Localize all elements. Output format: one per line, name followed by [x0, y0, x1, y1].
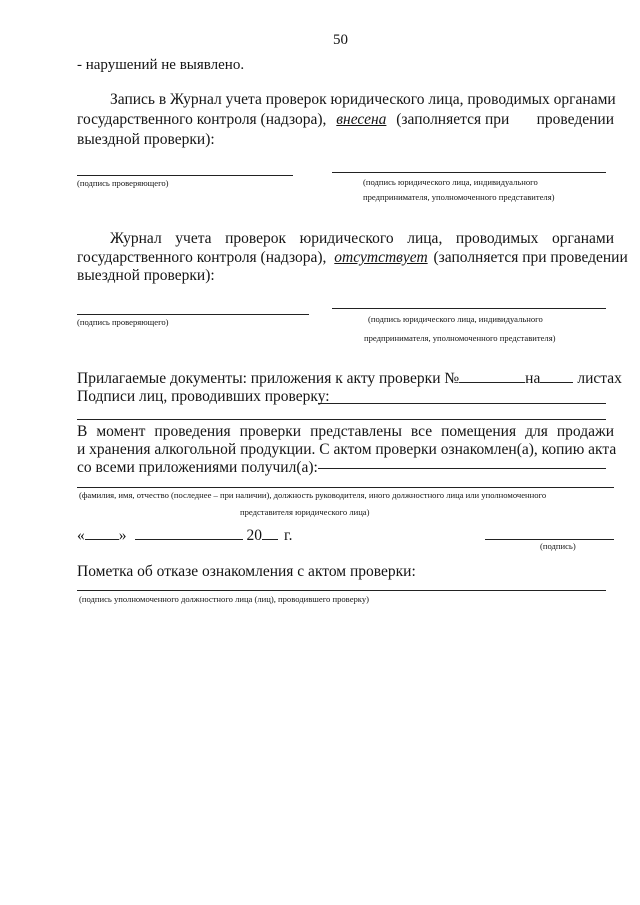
date-day-blank	[85, 527, 119, 540]
journal-absent-line2-a: государственного контроля (надзора),	[77, 249, 327, 266]
journal-absent-line2	[77, 249, 628, 267]
attachments-sheets: листах	[577, 370, 622, 387]
sig1-entity-label-1: (подпись юридического лица, индивидуального	[363, 177, 538, 187]
sig1-entity-line	[332, 172, 606, 173]
journal-present-line2	[77, 111, 614, 129]
attachments-on: на	[525, 370, 541, 387]
date-year-blank	[262, 527, 278, 540]
journal-absent-line2-b: (заполняется при проведении	[433, 249, 628, 266]
date-month-blank	[135, 527, 243, 540]
inspectors-signatures-line-2	[77, 419, 606, 420]
sig1-entity-label-2: предпринимателя, уполномоченного представителя)	[363, 192, 555, 202]
refusal-label: (подпись уполномоченного должностного лица (лиц), проводившего проверку)	[79, 594, 370, 604]
sig2-inspector-label: (подпись проверяющего)	[77, 317, 169, 327]
date-year-prefix: 20	[246, 527, 262, 544]
attachments-text: Прилагаемые документы: приложения к акту проверки №	[77, 370, 460, 387]
journal-present-line2-a: государственного контроля (надзора),	[77, 111, 327, 128]
journal-present-line2-b: (заполняется при	[396, 111, 510, 128]
moment-line1	[77, 423, 614, 441]
attachments-number-blank	[459, 370, 525, 383]
date-close-quote: »	[118, 527, 127, 544]
refusal-line	[77, 590, 606, 591]
journal-absent-status: отсутствует	[334, 249, 428, 266]
fio-label-1: (фамилия, имя, отчество (последнее – при наличии), должность руководителя, иного должностного лица или уполномоченного	[79, 490, 547, 500]
journal-present-line2-c: проведении	[536, 111, 614, 128]
date-year-suffix: г.	[284, 527, 293, 544]
sig1-inspector-label: (подпись проверяющего)	[77, 178, 169, 188]
date-signature-label: (подпись)	[540, 541, 576, 551]
inspectors-signatures-label: Подписи лиц, проводивших проверку:	[77, 388, 330, 405]
received-signature-line	[318, 468, 606, 469]
sig2-inspector-line	[77, 314, 309, 315]
inspectors-signatures-line-1	[318, 403, 606, 404]
fio-line	[77, 487, 614, 488]
journal-present-line3: выездной проверки):	[77, 131, 215, 148]
sig2-entity-label-2: предпринимателя, уполномоченного представителя)	[364, 333, 556, 343]
sig1-inspector-line	[77, 175, 293, 176]
journal-absent-line3: выездной проверки):	[77, 267, 215, 284]
date-row	[77, 527, 292, 545]
journal-absent-line1	[110, 230, 614, 248]
moment-line3: со всеми приложениями получил(а):	[77, 459, 318, 476]
date-signature-line	[485, 539, 614, 540]
no-violations-text: - нарушений не выявлено.	[77, 57, 245, 73]
refusal-text: Пометка об отказе ознакомления с актом проверки:	[77, 563, 416, 580]
sig2-entity-label-1: (подпись юридического лица, индивидуального	[368, 314, 543, 324]
attachments-count-blank	[540, 370, 573, 383]
moment-line1-text: В момент проведения проверки представлены все помещения для продажи	[77, 423, 614, 440]
moment-line2: и хранения алкогольной продукции. С актом проверки ознакомлен(а), копию акта	[77, 441, 617, 458]
page-number: 50	[333, 32, 348, 48]
attachments-line	[77, 370, 622, 388]
sig2-entity-line	[332, 308, 606, 309]
journal-present-status: внесена	[336, 111, 387, 128]
journal-present-line1: Запись в Журнал учета проверок юридического лица, проводимых органами	[110, 91, 616, 108]
date-open-quote: «	[77, 527, 85, 544]
journal-absent-line1-text: Журнал учета проверок юридического лица, проводимых органами	[110, 230, 614, 247]
fio-label-2: представителя юридического лица)	[240, 507, 370, 517]
